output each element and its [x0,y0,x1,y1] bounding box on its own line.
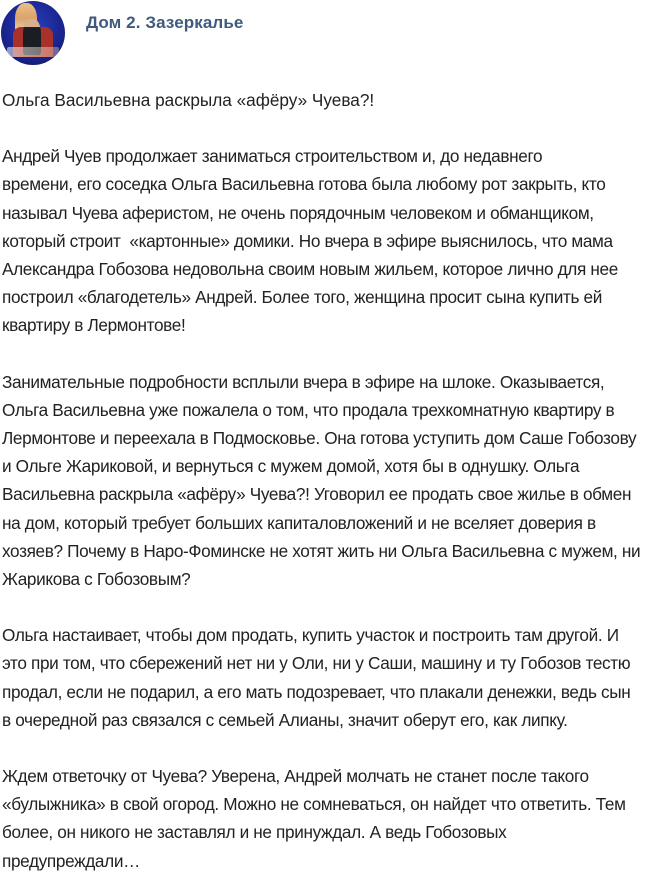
post-paragraph-4 [2,762,666,875]
post-paragraph-2 [2,368,666,594]
text-line: «булыжника» в свой огород. Можно не сомневаться, он найдет что ответить. Тем [2,794,626,815]
text-line: более, он никого не заставлял и не принуждал. А ведь Гобозовых [2,822,507,843]
text-line: построил «благодетель» Андрей. Более того, женщина просит сына купить ей [2,287,602,308]
text-line: времени, его соседка Ольга Васильевна готова была любому рот закрыть, кто [2,174,606,195]
text-line: в очередной раз связался с семьей Алианы, значит оберут его, как липку. [2,709,568,730]
group-name-link[interactable]: Дом 2. Зазеркалье [86,13,244,32]
post-paragraph-1 [2,142,666,339]
text-line: хозяев? Почему в Наро-Фоминске не хотят жить ни Ольга Васильевна с мужем, ни [2,540,641,561]
text-line: Лермонтове и переехала в Подмосковье. Она готова уступить дом Саше Гобозову [2,428,637,449]
text-line: Андрей Чуев продолжает заниматься строительством и, до недавнего [2,146,543,167]
text-line: называл Чуева аферистом, не очень порядочным человеком и обманщиком, [2,202,594,223]
group-avatar[interactable] [1,1,65,65]
text-line: Ольга Васильевна уже пожалела о том, что продала трехкомнатную квартиру в [2,399,615,420]
text-line: продал, если не подарил, а его мать подозревает, что плакали денежки, ведь сын [2,681,631,702]
avatar-caption [7,47,59,57]
text-line: это при том, что сбережений нет ни у Оли, ни у Саши, машину и ту Гобозов тестю [2,653,631,674]
post-title: Ольга Васильевна раскрыла «афёру» Чуева?! [2,90,375,110]
text-line: предупреждали… [2,850,140,871]
text-line: на дом, который требует больших капиталовложений и не вселяет доверия в [2,512,596,533]
text-line: Ольга настаивает, чтобы дом продать, купить участок и построить там другой. И [2,625,619,646]
text-line: Жарикова с Гобозовым? [2,569,191,590]
text-line: квартиру в Лермонтове! [2,315,186,336]
post-paragraph-3 [2,621,666,734]
text-line: Ждем ответочку от Чуева? Уверена, Андрей молчать не станет после такого [2,766,589,787]
text-line: который строит «картонные» домики. Но вчера в эфире выяснилось, что мама [2,230,613,251]
text-line: Васильевна раскрыла «афёру» Чуева?! Уговорил ее продать свое жилье в обмен [2,484,632,505]
post-header [0,0,670,66]
text-line: Занимательные подробности всплыли вчера в эфире на шлоке. Оказывается, [2,371,605,392]
post-text [2,86,666,875]
text-line: и Ольге Жариковой, и вернуться с мужем домой, хотя бы в однушку. Ольга [2,456,580,477]
text-line: Александра Гобозова недовольна своим новым жильем, которое лично для нее [2,259,618,280]
